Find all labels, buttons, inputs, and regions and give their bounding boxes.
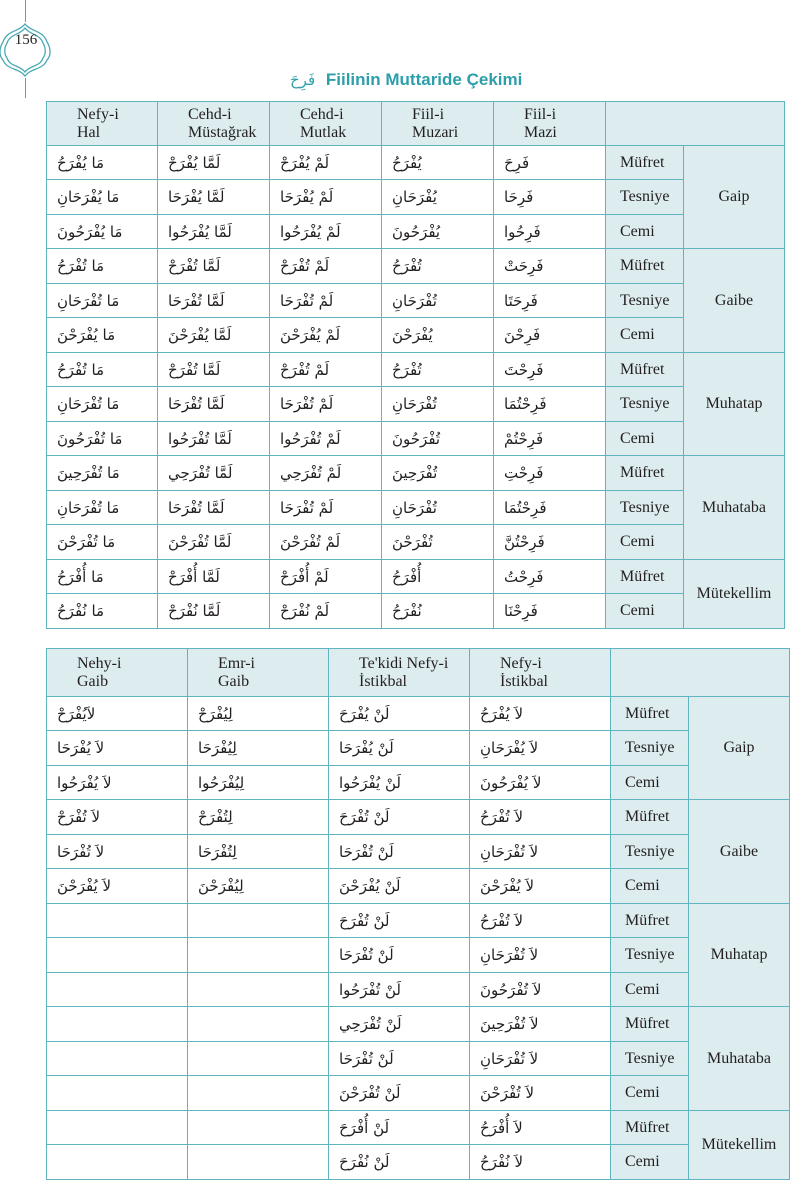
person-group-label: Muhatap	[684, 353, 785, 456]
arabic-form-cell: يُفْرَحُونَ	[382, 215, 494, 249]
number-label: Müfret	[611, 800, 689, 835]
table-row	[47, 525, 785, 560]
number-label: Müfret	[606, 146, 684, 180]
person-group-label: Gaibe	[684, 249, 785, 353]
number-label: Tesniye	[606, 284, 684, 318]
arabic-form-cell: لَنْ تُفْرَحَا	[329, 1042, 470, 1076]
column-header: Nefy-i İstikbal	[470, 649, 611, 697]
arabic-form-cell	[188, 1145, 329, 1180]
number-label: Cemi	[611, 766, 689, 800]
arabic-form-cell: لَمَّا يُفْرَحُوا	[158, 215, 270, 249]
number-label: Tesniye	[606, 180, 684, 215]
arabic-form-cell	[188, 1007, 329, 1042]
arabic-form-cell: لَمْ يُفْرَحَا	[270, 180, 382, 215]
arabic-form-cell: لاَ يُفْرَحْنَ	[47, 869, 188, 904]
arabic-form-cell: لَمْ تُفْرَحْنَ	[270, 525, 382, 560]
arabic-form-cell: تُفْرَحَانِ	[382, 491, 494, 525]
arabic-form-cell: فَرِحَتَا	[494, 284, 606, 318]
table-row	[47, 731, 790, 766]
arabic-form-cell: لَنْ أُفْرَحَ	[329, 1111, 470, 1145]
arabic-form-cell: فَرِحْتِ	[494, 456, 606, 491]
arabic-form-cell: لَنْ تُفْرَحُوا	[329, 973, 470, 1007]
number-label: Cemi	[606, 422, 684, 456]
table-row	[47, 973, 790, 1007]
arabic-form-cell: لَمَّا تُفْرَحْنَ	[158, 525, 270, 560]
arabic-form-cell: لَمْ يُفْرَحُوا	[270, 215, 382, 249]
column-header: Cehd-i Müstağrak	[158, 102, 270, 146]
arabic-form-cell: مَا تُفْرَحَانِ	[47, 387, 158, 422]
arabic-form-cell: نُفْرَحُ	[382, 594, 494, 629]
arabic-form-cell: مَا يُفْرَحُونَ	[47, 215, 158, 249]
arabic-form-cell: أُفْرَحُ	[382, 560, 494, 594]
arabic-form-cell: لَمَّا تُفْرَحْ	[158, 249, 270, 284]
arabic-form-cell	[47, 904, 188, 938]
arabic-form-cell: مَا نُفْرَحُ	[47, 594, 158, 629]
arabic-form-cell: لَمَّا تُفْرَحَا	[158, 284, 270, 318]
person-group-label: Muhataba	[684, 456, 785, 560]
arabic-form-cell: فَرِحْتُنَّ	[494, 525, 606, 560]
arabic-form-cell: لَمْ تُفْرَحْ	[270, 249, 382, 284]
arabic-form-cell: لَنْ نُفْرَحَ	[329, 1145, 470, 1180]
arabic-form-cell: لَمْ نُفْرَحْ	[270, 594, 382, 629]
arabic-form-cell: فَرِحْتُ	[494, 560, 606, 594]
arabic-form-cell: لاَ يُفْرَحْنَ	[470, 869, 611, 904]
arabic-form-cell: مَا تُفْرَحُ	[47, 249, 158, 284]
arabic-form-cell	[47, 1145, 188, 1180]
arabic-form-cell: لَمَّا تُفْرَحَا	[158, 491, 270, 525]
arabic-form-cell	[188, 973, 329, 1007]
arabic-form-cell: لاَ نُفْرَحُ	[470, 1145, 611, 1180]
arabic-form-cell: مَا تُفْرَحْنَ	[47, 525, 158, 560]
number-label: Tesniye	[606, 387, 684, 422]
arabic-form-cell: تُفْرَحِينَ	[382, 456, 494, 491]
column-header: Emr-i Gaib	[188, 649, 329, 697]
arabic-form-cell	[47, 973, 188, 1007]
arabic-form-cell: تُفْرَحُ	[382, 249, 494, 284]
number-label: Müfret	[611, 697, 689, 731]
arabic-form-cell: يُفْرَحَانِ	[382, 180, 494, 215]
arabic-form-cell: لاَ يُفْرَحُوا	[47, 766, 188, 800]
arabic-form-cell: تُفْرَحْنَ	[382, 525, 494, 560]
arabic-form-cell: لاَ تُفْرَحَا	[47, 835, 188, 869]
arabic-form-cell: لِيُفْرَحُوا	[188, 766, 329, 800]
column-header: Fiil-i Muzari	[382, 102, 494, 146]
number-label: Cemi	[606, 318, 684, 353]
arabic-form-cell: تُفْرَحَانِ	[382, 284, 494, 318]
number-label: Müfret	[606, 249, 684, 284]
arabic-form-cell	[47, 1076, 188, 1111]
arabic-form-cell: لاَ يُفْرَحُونَ	[470, 766, 611, 800]
arabic-form-cell: لاَ تُفْرَحُونَ	[470, 973, 611, 1007]
arabic-form-cell	[47, 938, 188, 973]
arabic-form-cell	[188, 938, 329, 973]
arabic-form-cell: لاَ تُفْرَحَانِ	[470, 938, 611, 973]
number-label: Müfret	[606, 353, 684, 387]
arabic-form-cell: لاَ يُفْرَحُ	[470, 697, 611, 731]
column-header: Cehd-i Mutlak	[270, 102, 382, 146]
arabic-form-cell: فَرِحْنَ	[494, 318, 606, 353]
arabic-form-cell: لَمَّا نُفْرَحْ	[158, 594, 270, 629]
arabic-form-cell: لاَيُفْرَحْ	[47, 697, 188, 731]
arabic-form-cell: لَمَّا تُفْرَحَا	[158, 387, 270, 422]
number-label: Cemi	[611, 973, 689, 1007]
arabic-form-cell	[188, 1042, 329, 1076]
table-row	[47, 938, 790, 973]
arabic-form-cell: لَمَّا تُفْرَحْ	[158, 353, 270, 387]
number-label: Cemi	[611, 1076, 689, 1111]
table-row	[47, 697, 790, 731]
person-group-label: Muhataba	[689, 1007, 790, 1111]
person-group-label: Gaibe	[689, 800, 790, 904]
arabic-form-cell: مَا تُفْرَحِينَ	[47, 456, 158, 491]
arabic-form-cell: لَنْ يُفْرَحَ	[329, 697, 470, 731]
person-group-label: Gaip	[689, 697, 790, 800]
number-label: Cemi	[611, 1145, 689, 1180]
arabic-form-cell: لَمْ تُفْرَحَا	[270, 284, 382, 318]
number-label: Müfret	[611, 1007, 689, 1042]
number-label: Cemi	[606, 215, 684, 249]
table-row	[47, 904, 790, 938]
arabic-form-cell: لاَ تُفْرَحُ	[470, 904, 611, 938]
arabic-form-cell: لِيُفْرَحْ	[188, 697, 329, 731]
arabic-form-cell	[188, 1076, 329, 1111]
number-label: Müfret	[606, 560, 684, 594]
number-label: Cemi	[606, 525, 684, 560]
number-label: Cemi	[606, 594, 684, 629]
arabic-form-cell: لَمْ تُفْرَحَا	[270, 387, 382, 422]
arabic-form-cell: يُفْرَحُ	[382, 146, 494, 180]
arabic-form-cell: فَرِحَ	[494, 146, 606, 180]
arabic-form-cell: لاَ تُفْرَحَانِ	[470, 835, 611, 869]
column-header: Nehy-i Gaib	[47, 649, 188, 697]
header-corner	[611, 649, 790, 697]
arabic-form-cell: يُفْرَحْنَ	[382, 318, 494, 353]
arabic-form-cell: فَرِحْتُمْ	[494, 422, 606, 456]
column-header: Nefy-i Hal	[47, 102, 158, 146]
arabic-form-cell: لَمَّا يُفْرَحْنَ	[158, 318, 270, 353]
arabic-form-cell: لاَ تُفْرَحَانِ	[470, 1042, 611, 1076]
arabic-form-cell: لَنْ يُفْرَحُوا	[329, 766, 470, 800]
column-header: Te'kidi Nefy-i İstikbal	[329, 649, 470, 697]
arabic-form-cell: فَرِحْنَا	[494, 594, 606, 629]
arabic-form-cell: لِيُفْرَحْنَ	[188, 869, 329, 904]
arabic-form-cell: تُفْرَحَانِ	[382, 387, 494, 422]
badge-line	[25, 78, 26, 98]
table-row	[47, 422, 785, 456]
table-row	[47, 1111, 790, 1145]
table-row	[47, 800, 790, 835]
table-row	[47, 766, 790, 800]
arabic-form-cell: لاَ يُفْرَحَا	[47, 731, 188, 766]
arabic-form-cell: لاَ يُفْرَحَانِ	[470, 731, 611, 766]
number-label: Müfret	[611, 904, 689, 938]
arabic-form-cell: لَنْ تُفْرَحَ	[329, 904, 470, 938]
arabic-form-cell	[188, 1111, 329, 1145]
table-row	[47, 491, 785, 525]
arabic-form-cell: لَمَّا أُفْرَحْ	[158, 560, 270, 594]
arabic-form-cell	[47, 1007, 188, 1042]
page-badge-ornament-icon	[0, 18, 62, 80]
table-row	[47, 249, 785, 284]
person-group-label: Muhatap	[689, 904, 790, 1007]
table-row	[47, 869, 790, 904]
table-row	[47, 215, 785, 249]
arabic-form-cell: لَمَّا تُفْرَحِي	[158, 456, 270, 491]
number-label: Tesniye	[606, 491, 684, 525]
table-row	[47, 353, 785, 387]
arabic-form-cell: لَمَّا يُفْرَحْ	[158, 146, 270, 180]
table-row	[47, 560, 785, 594]
arabic-form-cell: لاَ تُفْرَحُ	[470, 800, 611, 835]
table-row	[47, 387, 785, 422]
arabic-form-cell: لاَ أُفْرَحُ	[470, 1111, 611, 1145]
arabic-form-cell: لَنْ تُفْرَحَا	[329, 835, 470, 869]
header-row	[47, 102, 785, 146]
arabic-form-cell: فَرِحُوا	[494, 215, 606, 249]
arabic-form-cell: فَرِحْتَ	[494, 353, 606, 387]
arabic-form-cell: لَمْ يُفْرَحْ	[270, 146, 382, 180]
arabic-form-cell: مَا يُفْرَحُ	[47, 146, 158, 180]
column-header: Fiil-i Mazi	[494, 102, 606, 146]
arabic-form-cell: فَرِحْتُمَا	[494, 491, 606, 525]
person-group-label: Mütekellim	[684, 560, 785, 629]
arabic-form-cell: لَمْ تُفْرَحْ	[270, 353, 382, 387]
page-number: 156	[14, 32, 38, 48]
arabic-form-cell: مَا أُفْرَحُ	[47, 560, 158, 594]
arabic-form-cell: مَا تُفْرَحُ	[47, 353, 158, 387]
arabic-form-cell: لَنْ تُفْرَحَ	[329, 800, 470, 835]
header-corner	[606, 102, 785, 146]
number-label: Müfret	[611, 1111, 689, 1145]
number-label: Tesniye	[611, 731, 689, 766]
number-label: Tesniye	[611, 835, 689, 869]
arabic-form-cell: مَا يُفْرَحْنَ	[47, 318, 158, 353]
arabic-form-cell: لَنْ تُفْرَحِي	[329, 1007, 470, 1042]
arabic-form-cell: لاَ تُفْرَحِينَ	[470, 1007, 611, 1042]
arabic-form-cell: لَنْ يُفْرَحْنَ	[329, 869, 470, 904]
arabic-form-cell: لَنْ تُفْرَحْنَ	[329, 1076, 470, 1111]
conjugation-table-1	[46, 101, 785, 629]
arabic-form-cell: فَرِحْتُمَا	[494, 387, 606, 422]
table-row	[47, 594, 785, 629]
number-label: Tesniye	[611, 938, 689, 973]
arabic-form-cell: لَمْ تُفْرَحِي	[270, 456, 382, 491]
title-text: Fiilinin Muttaride Çekimi	[325, 70, 523, 89]
arabic-form-cell: فَرِحَتْ	[494, 249, 606, 284]
table-row	[47, 1007, 790, 1042]
arabic-form-cell: لَمْ أُفْرَحْ	[270, 560, 382, 594]
title-arabic-verb: فَرِحَ	[290, 71, 316, 89]
table-row	[47, 284, 785, 318]
arabic-form-cell: لَنْ يُفْرَحَا	[329, 731, 470, 766]
arabic-form-cell	[188, 904, 329, 938]
table-row	[47, 146, 785, 180]
arabic-form-cell: مَا يُفْرَحَانِ	[47, 180, 158, 215]
arabic-form-cell: لِتُفْرَحَا	[188, 835, 329, 869]
table-row	[47, 1042, 790, 1076]
arabic-form-cell: لاَ تُفْرَحْنَ	[470, 1076, 611, 1111]
number-label: Cemi	[611, 869, 689, 904]
arabic-form-cell: لِتُفْرَحْ	[188, 800, 329, 835]
table-row	[47, 1076, 790, 1111]
table-row	[47, 180, 785, 215]
arabic-form-cell: لَنْ تُفْرَحَا	[329, 938, 470, 973]
arabic-form-cell: لاَ تُفْرَحْ	[47, 800, 188, 835]
conjugation-table-2	[46, 648, 790, 1180]
table-row	[47, 1145, 790, 1180]
arabic-form-cell: مَا تُفْرَحَانِ	[47, 284, 158, 318]
page-title	[290, 70, 590, 90]
arabic-form-cell: تُفْرَحُ	[382, 353, 494, 387]
table-row	[47, 456, 785, 491]
person-group-label: Gaip	[684, 146, 785, 249]
person-group-label: Mütekellim	[689, 1111, 790, 1180]
number-label: Müfret	[606, 456, 684, 491]
number-label: Tesniye	[611, 1042, 689, 1076]
arabic-form-cell: لَمْ يُفْرَحْنَ	[270, 318, 382, 353]
header-row	[47, 649, 790, 697]
arabic-form-cell: مَا تُفْرَحَانِ	[47, 491, 158, 525]
arabic-form-cell	[47, 1111, 188, 1145]
arabic-form-cell: لَمْ تُفْرَحَا	[270, 491, 382, 525]
arabic-form-cell: تُفْرَحُونَ	[382, 422, 494, 456]
arabic-form-cell	[47, 1042, 188, 1076]
arabic-form-cell: فَرِحَا	[494, 180, 606, 215]
arabic-form-cell: لِيُفْرَحَا	[188, 731, 329, 766]
arabic-form-cell: لَمَّا يُفْرَحَا	[158, 180, 270, 215]
table-row	[47, 318, 785, 353]
arabic-form-cell: مَا تُفْرَحُونَ	[47, 422, 158, 456]
arabic-form-cell: لَمْ تُفْرَحُوا	[270, 422, 382, 456]
arabic-form-cell: لَمَّا تُفْرَحُوا	[158, 422, 270, 456]
table-row	[47, 835, 790, 869]
